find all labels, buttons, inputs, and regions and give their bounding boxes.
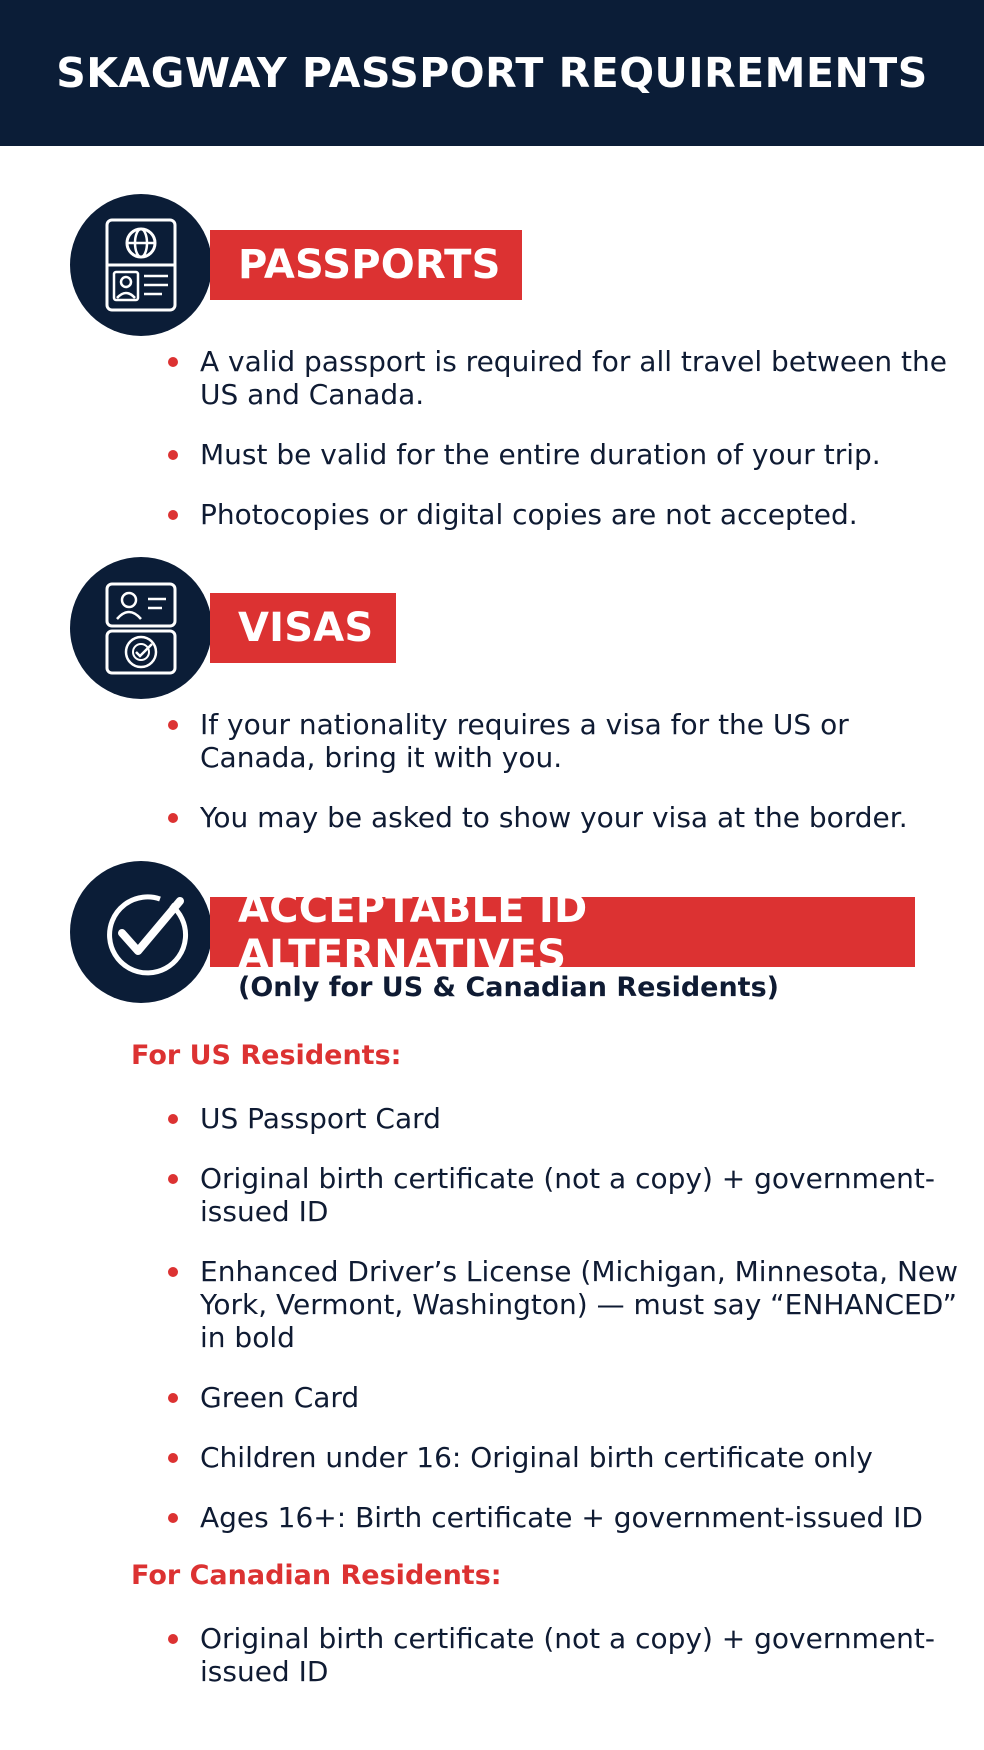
checkmark-icon [70,861,212,1003]
passport-icon [70,194,212,336]
us-residents-label: For US Residents: [131,1040,402,1071]
us-residents-list [168,1102,968,1534]
page-title: SKAGWAY PASSPORT REQUIREMENTS [56,49,928,97]
alternatives-subheading: (Only for US & Canadian Residents) [238,972,780,1003]
canadian-residents-label: For Canadian Residents: [131,1560,502,1591]
visas-list [168,708,968,834]
passports-heading: PASSPORTS [210,230,522,300]
list-item: Green Card [168,1381,968,1414]
list-item: Original birth certificate (not a copy) + government-issued ID [168,1162,968,1228]
list-item: You may be asked to show your visa at the border. [168,801,968,834]
list-item: If your nationality requires a visa for the US or Canada, bring it with you. [168,708,968,774]
visas-heading: VISAS [210,593,396,663]
list-item: Enhanced Driver’s License (Michigan, Minnesota, New York, Vermont, Washington) — must say “ENHANCED” in bold [168,1255,968,1354]
list-item: Photocopies or digital copies are not accepted. [168,498,968,531]
list-item: Must be valid for the entire duration of your trip. [168,438,968,471]
list-item: A valid passport is required for all travel between the US and Canada. [168,345,968,411]
visa-icon [70,557,212,699]
canadian-residents-list [168,1622,968,1688]
list-item: US Passport Card [168,1102,968,1135]
page-header [0,0,984,146]
list-item: Children under 16: Original birth certificate only [168,1441,968,1474]
passports-list [168,345,968,531]
list-item: Original birth certificate (not a copy) + government-issued ID [168,1622,968,1688]
list-item: Ages 16+: Birth certificate + government-issued ID [168,1501,968,1534]
alternatives-heading: ACCEPTABLE ID ALTERNATIVES [210,897,915,967]
